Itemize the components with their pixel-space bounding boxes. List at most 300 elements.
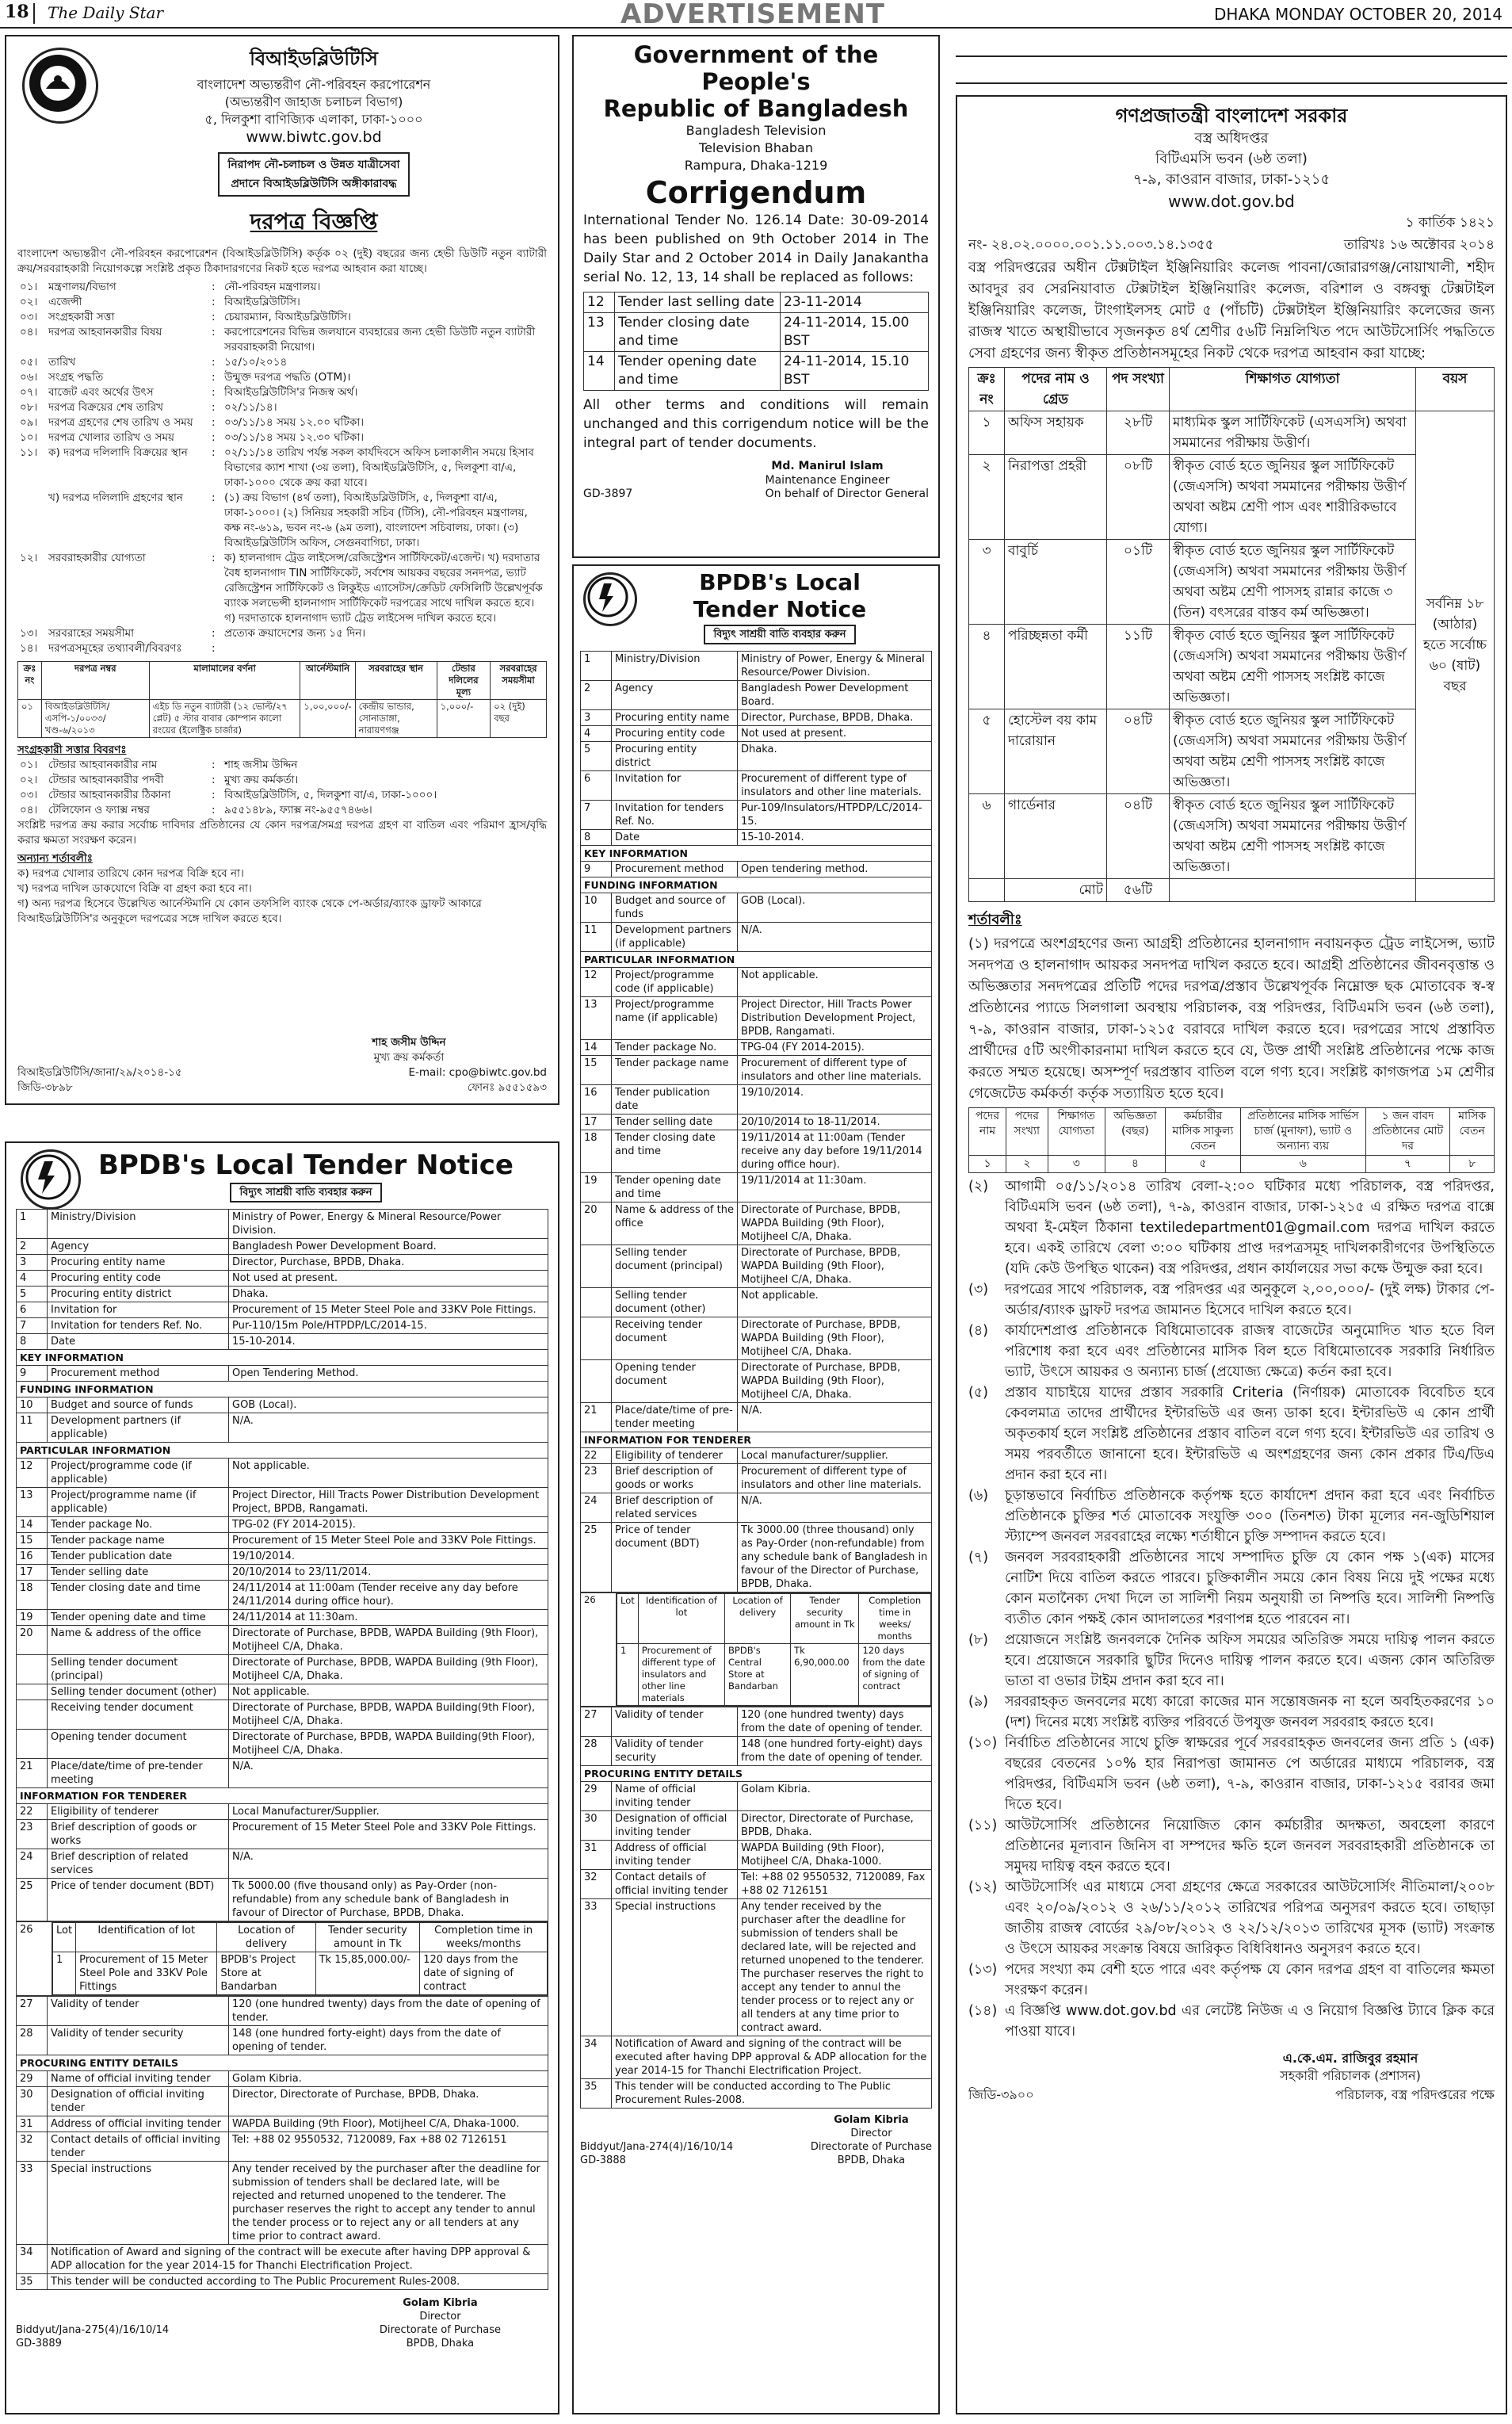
- row-value: শাহ জসীম উদ্দিন: [224, 759, 298, 771]
- table-cell: 120 days from the date of signing of contract: [859, 1644, 931, 1706]
- row-value: Not used at present.: [229, 1271, 548, 1287]
- post-name: গার্ডেনার: [1005, 794, 1107, 879]
- row-number: [581, 1245, 612, 1288]
- grid-header-cell: প্রতিষ্ঠানের মাসিক সার্ভিস চার্জ (মুনাফা), ভ্যাট ও অন্যান্য ব্যয়: [1241, 1108, 1366, 1156]
- table-row: [17, 1517, 548, 1533]
- row-value: WAPDA Building (9th Floor), Motijheel C/A, Dhaka-1000.: [738, 1841, 932, 1870]
- table-header-cell: Completion time in weeks/months: [420, 1923, 548, 1952]
- post-age: সর্বনিম্ন ১৮ (আঠার) হতে সর্বোচ্চ ৬০ (ষাট) বছর: [1416, 411, 1495, 879]
- row-number: 32: [581, 1870, 612, 1899]
- row-label: Tender opening date and time: [48, 1610, 229, 1626]
- table-row: [17, 1626, 548, 1655]
- rule-line: [956, 82, 1507, 84]
- row-colon: :: [212, 296, 216, 308]
- row-value: 15-10-2014.: [738, 830, 932, 846]
- row-label: Invitation for tenders Ref. No.: [48, 1318, 229, 1334]
- section-heading: KEY INFORMATION: [17, 1350, 548, 1366]
- row-label: Date: [48, 1334, 229, 1350]
- row-value: Any tender received by the purchaser after the deadline for submission of tenders shall be declared late, will be rejected and returned unopened to the tenderer. The purchaser reserves the right to accept any tender to annul the tender process or to reject any or all tenders at any time prior to contract award.: [229, 2162, 548, 2245]
- biwtc-org-sub: (অভ্যন্তরীণ জাহাজ চলাচল বিভাগ): [224, 94, 403, 109]
- table-row: [17, 415, 547, 430]
- row-number: [17, 1655, 48, 1684]
- table-row: [581, 1782, 932, 1811]
- grid-header-cell: অভিজ্ঞতা (বছর): [1105, 1108, 1165, 1156]
- corr-title: Corrigendum: [645, 175, 867, 210]
- row-value: 120 (one hundred twenty) days from the date of opening of tender.: [738, 1707, 932, 1737]
- table-row: [17, 1581, 548, 1610]
- bpdb-small-title-2: Tender Notice: [693, 596, 867, 622]
- row-label: Brief description of related services: [612, 1493, 738, 1523]
- row-label: Notification of Award and signing of the contract will be execute after having DPP approval & ADP allocation for the year 2014-15 for Thanchi Electrification Project.: [48, 2245, 548, 2274]
- row-label: দরপত্র বিক্রয়ের শেষ তারিখ: [48, 401, 164, 414]
- term-number: (১১): [968, 1818, 998, 1833]
- row-number: 19: [17, 1610, 48, 1626]
- row-label: Validity of tender security: [48, 2026, 229, 2055]
- row-value: Directorate of Purchase, BPDB, WAPDA Building(9th Floor), Motijheel C/A, Dhaka.: [229, 1700, 548, 1730]
- row-number: 27: [581, 1707, 612, 1737]
- row-label: Budget and source of funds: [48, 1397, 229, 1413]
- table-row: [581, 1245, 932, 1288]
- table-row: [969, 709, 1495, 794]
- table-row: [17, 1533, 548, 1549]
- table-header-cell: Tender security amount in Tk: [315, 1923, 420, 1952]
- row-number: 24: [17, 1849, 48, 1879]
- table-row: [17, 1366, 548, 1382]
- row-colon: :: [212, 627, 216, 640]
- row-label: তারিখ: [48, 356, 76, 369]
- row-value: Procurement of different type of insulators and other line materials.: [738, 1056, 932, 1085]
- table-row: [581, 1130, 932, 1173]
- row-value: 19/11/2014 at 11:00am (Tender receive any day before 19/11/2014 during office hour).: [738, 1130, 932, 1173]
- row-value: ৯৫৫১৪৮৯, ফ্যাক্স নং-৯৫৫৭৪৬৬।: [224, 804, 372, 816]
- row-label: Development partners (if applicable): [48, 1413, 229, 1443]
- table-row: [969, 794, 1495, 879]
- row-number: ১০।: [20, 431, 38, 444]
- table-row: [17, 773, 547, 788]
- table-row: [581, 893, 932, 923]
- row-label: Tender package No.: [612, 1040, 738, 1056]
- term-text: এ বিজ্ঞপ্তি www.dot.gov.bd এর লেটেষ্ট নিউজ এ ও নিয়োগ বিজ্ঞপ্তি ট্যাবে ক্লিক করে পাওয়া যাবে।: [1005, 2003, 1495, 2040]
- textile-terms: [968, 1176, 1495, 2042]
- row-value: Director, Directorate of Purchase, BPDB, Dhaka.: [738, 1811, 932, 1841]
- row-label: Place/date/time of pre-tender meeting: [612, 1403, 738, 1432]
- row-label: Project/programme name (if applicable): [612, 997, 738, 1040]
- post-number: ৬: [969, 794, 1005, 879]
- table-cell: 120 days from the date of signing of contract: [420, 1952, 548, 1995]
- section-row: [581, 846, 932, 862]
- table-row: [17, 2026, 548, 2055]
- table-row: [581, 771, 932, 801]
- table-header-cell: পদ সংখ্যা: [1107, 368, 1170, 411]
- textile-term-1: (১) দরপত্রে অংশগ্রহণের জন্য আগ্রহী প্রতিষ্ঠানের হালনাগাদ নবায়নকৃত ট্রেড লাইসেন্স, ভ্যাট সনদপত্র ও হালনাগাদ আয়কর সনদপত্র দাখিল করতে হবে। আগ্রহী প্রতিষ্ঠানের জীবনবৃত্তান্ত ও অভিজ্ঞতার সনদপত্রের প্রতিটি পদের দরপত্র/প্রস্তাব উল্লেখপূর্বক নিম্নোক্ত ছক মোতাবেক স্ব-স্ব প্রতিষ্ঠানের প্যাডে সিলগালা অবস্থায় পরিচালক, বস্ত্র পরিদপ্তর, বিটিএমসি ভবন (৬ষ্ঠ তলা), ৭-৯, কাওরান বাজার, ঢাকা-১২১৫ বরাবরে দাখিল করতে হবে। দরপত্রের সাথে প্রস্তাবিত প্রার্থীদের ৫টি অংগীকারনামা দাখিল করতে হবে যে, উক্ত প্রার্থী সংশ্লিষ্ট প্রতিষ্ঠানের পক্ষে কাজ করতে সম্মত হয়েছে। অসম্পূর্ণ দরপ্রস্তাব বাতিল বলে গণ্য হবে। সংশ্লিষ্ট কাগজপত্র ১ম শ্রেণীর গেজেটেড কর্মকর্তা কর্তৃক সত্যায়িত হতে হবে।: [968, 935, 1495, 1102]
- table-cell: Procurement of different type of insulators and other line materials: [638, 1644, 724, 1706]
- row-number: 15: [581, 1056, 612, 1085]
- term-number: (১০): [968, 1735, 998, 1751]
- row-value: Director, Purchase, BPDB, Dhaka.: [229, 1255, 548, 1271]
- row-label: Brief description of goods or works: [612, 1464, 738, 1493]
- total-blank: [969, 879, 1005, 902]
- row-colon: :: [212, 642, 216, 655]
- term-item: [968, 1176, 1495, 1279]
- section-row: [581, 1766, 932, 1782]
- row-label: Name of official inviting tender: [48, 2071, 229, 2087]
- table-header-cell: Location of delivery: [217, 1923, 315, 1952]
- row-number: 7: [17, 1318, 48, 1334]
- row-label: Selling tender document (other): [48, 1684, 229, 1700]
- table-header-cell: ক্রঃ নং: [18, 662, 42, 700]
- row-value: Local manufacturer/supplier.: [738, 1448, 932, 1464]
- textile-sign-title: সহকারী পরিচালক (প্রশাসন): [1280, 2068, 1421, 2083]
- row-number: 31: [17, 2116, 48, 2132]
- row-colon: :: [212, 431, 216, 444]
- biwtc-note: সংশ্লিষ্ট দরপত্র ক্রয় করার সর্বোচ্চ দাবিদার প্রতিষ্ঠানের যে কোন দরপত্র/সমগ্র দরপত্র গ্রহণ বা বাতিল এবং পরিমাণ হ্রাস/বৃদ্ধি করার ক্ষমতা সংরক্ষণ করেন।: [17, 819, 547, 847]
- row-label: Selling tender document (principal): [48, 1655, 229, 1684]
- list-item: ক) দরপত্র খোলার তারিখে কোন দরপত্র বিক্রি হবে না।: [17, 867, 244, 880]
- row-label: টেলিফোন ও ফ্যাক্স নম্বর: [48, 804, 150, 816]
- row-number: 3: [17, 1255, 48, 1271]
- table-header-cell: দরপত্র নম্বর: [41, 662, 149, 700]
- table-cell: 1: [617, 1644, 639, 1706]
- lot-section-number: 26: [581, 1593, 617, 1707]
- row-number: 30: [581, 1811, 612, 1841]
- row-number: 18: [17, 1581, 48, 1610]
- row-value: Golam Kibria.: [229, 2071, 548, 2087]
- row-value: বিআইডব্লিউটিসি'র নিজস্ব অর্থ।: [224, 386, 358, 399]
- row-number: [581, 1317, 612, 1360]
- post-number: ২: [969, 455, 1005, 540]
- biwtc-title: দরপত্র বিজ্ঞপ্তি: [250, 208, 378, 235]
- row-number: 29: [581, 1782, 612, 1811]
- row-value: Not applicable.: [738, 1288, 932, 1317]
- bpdb-large-sign-name: Golam Kibria: [403, 2297, 478, 2309]
- table-cell: ০২ (দুই) বছর: [491, 700, 547, 738]
- bpdb-large-sign-place: BPDB, Dhaka: [406, 2338, 475, 2349]
- table-row: [581, 1870, 932, 1899]
- table-header-row: [969, 368, 1495, 411]
- row-colon: :: [212, 416, 216, 429]
- row-number: 28: [17, 2026, 48, 2055]
- table-cell: 1: [53, 1952, 76, 1995]
- row-number: 15: [17, 1533, 48, 1549]
- row-value: Pur-110/15m Pole/HTPDP/LC/2014-15.: [229, 1318, 548, 1334]
- total-value: ৫৬টি: [1107, 879, 1170, 902]
- row-label: Project/programme name (if applicable): [48, 1488, 229, 1517]
- table-row: [17, 280, 547, 295]
- row-label: সংগ্রহকারী সত্তা: [48, 311, 115, 323]
- row-label: Tender publication date: [612, 1085, 738, 1115]
- table-row: [17, 355, 547, 370]
- table-row: [17, 788, 547, 803]
- bpdb-large-logo-icon: [21, 1149, 81, 1210]
- table-cell: Tk 6,90,000.00: [791, 1644, 859, 1706]
- biwtc-phone: ফোনঃ ৯৫৫১৫৯৩: [467, 1081, 547, 1094]
- textile-date-label: তারিখঃ: [1343, 237, 1385, 253]
- biwtc-details-table: [17, 280, 547, 656]
- row-label: Tender selling date: [612, 1115, 738, 1130]
- table-row: [17, 1565, 548, 1581]
- term-item: [968, 1547, 1495, 1630]
- table-row: [581, 1288, 932, 1317]
- biwtc-sign-title: মুখ্য ক্রয় কর্মকর্তা: [373, 1051, 445, 1064]
- row-value: উন্মুক্ত দরপত্র পদ্ধতি (OTM)।: [224, 371, 351, 384]
- row-number: 12: [17, 1459, 48, 1488]
- table-row: [581, 1707, 932, 1737]
- row-label: Date: [612, 830, 738, 846]
- row-label: বাজেট এবং অর্থের উৎস: [48, 386, 154, 399]
- dateline: DHAKA MONDAY OCTOBER 20, 2014: [1214, 5, 1502, 24]
- term-text: আউটসোর্সিং এর মাধ্যমে সেবা গ্রহণের ক্ষেত্রে সরকারের আউটসোর্সিং নীতিমালা/২০০৮ এবং ২০/০৯/২০১২ ও ২৬/১১/২০১২ তারিখের পরিপত্র অনুসরণ করতে হবে। তাছাড়া জাতীয় রাজস্ব বোর্ডের ২৯/০৮/২০১২ ও ২২/১২/২০১৩ তারিখের মূসক (ভ্যাট) সংক্রান্ত ও উৎসে আয়কর সংক্রান্ত বিষয়ে জারিকৃত বিধিবিধানও অনুসরণ করতে হবে।: [1005, 1879, 1495, 1957]
- table-row: [17, 2087, 548, 2116]
- row-number: 35: [17, 2274, 48, 2290]
- row-number: 35: [581, 2079, 612, 2109]
- table-row: [581, 681, 932, 710]
- section-heading: PROCURING ENTITY DETAILS: [17, 2055, 548, 2071]
- row-value: Bangladesh Power Development Board.: [229, 1239, 548, 1255]
- table-cell: BPDB's Project Store at Bandarban: [217, 1952, 315, 1995]
- row-number: 20: [581, 1202, 612, 1245]
- row-value: 148 (one hundred forty-eight) days from the date of opening of tender.: [229, 2026, 548, 2055]
- term-item: [968, 1485, 1495, 1547]
- row-number: 10: [581, 893, 612, 923]
- table-header-cell: Lot: [53, 1923, 76, 1952]
- row-label: Name of official inviting tender: [612, 1782, 738, 1811]
- row-number: [581, 1360, 612, 1403]
- grid-number-cell: ২: [1006, 1156, 1048, 1173]
- row-label: Receiving tender document: [612, 1317, 738, 1360]
- row-number: 1: [581, 652, 612, 681]
- row-number: 16: [17, 1549, 48, 1565]
- row-number: [581, 1288, 612, 1317]
- table-row: [17, 2071, 548, 2087]
- term-number: (৩): [968, 1282, 989, 1298]
- row-value: ক) হালনাগাদ ট্রেড লাইসেন্স/রেজিস্ট্রেশন সার্টিফিকেট/এজেন্ট। খ) দরদাতার বৈধ হালনাগাদ TIN সার্টিফিকেট, সর্বশেষ আয়কর বছরের সনদপত্র, ভ্যাট রেজিস্ট্রেশন সার্টিফিকেট ও লিকুইড এ্যাসেটস/ক্রেডিট ফেসিলিটি উল্লেখপূর্বক ব্যাংক সলভেন্সী হালনাগাদ সার্টিফিকেট দরপত্রের সাথে দাখিল করতে হবে। গ) দরদাতাকে হালনাগাদ ভ্যাট ট্রেড লাইসেন্স দাখিল করতে হবে।: [224, 552, 543, 625]
- table-cell: BPDB's Central Store at Bandarban: [725, 1644, 791, 1706]
- row-number: 29: [17, 2071, 48, 2087]
- grid-header-cell: কর্মচারীর মাসিক সাকুল্য বেতন: [1165, 1108, 1240, 1156]
- row-value: N/A.: [738, 1403, 932, 1432]
- table-row: [584, 313, 929, 352]
- grid-header-cell: মাসিক বেতন: [1450, 1108, 1495, 1156]
- biwtc-org: বিআইডব্লিউটিসি: [250, 48, 378, 70]
- row-label: Notification of Award and signing of the contract will be executed after having DPP approval & ADP allocation for the year 2014-15 for Thanchi Electrification Project.: [612, 2036, 932, 2079]
- textile-dept: বস্ত্র অধিদপ্তর: [1194, 130, 1269, 147]
- table-row: [17, 1210, 548, 1239]
- row-colon: :: [212, 491, 216, 504]
- table-row: [17, 1549, 548, 1565]
- row-number: ০৪।: [20, 326, 38, 338]
- post-number: ১: [969, 411, 1005, 455]
- row-label: Procurement method: [612, 862, 738, 877]
- row-label: This tender will be conducted according to The Public Procurement Rules-2008.: [48, 2274, 548, 2290]
- biwtc-items-table: [17, 661, 547, 738]
- table-row: [581, 2036, 932, 2079]
- bpdb-large-gd: GD-3889: [16, 2338, 62, 2349]
- row-value: 20/10/2014 to 23/11/2014.: [229, 1565, 548, 1581]
- term-item: [968, 2001, 1495, 2042]
- row-number: 14: [581, 1040, 612, 1056]
- grid-number-cell: ৬: [1241, 1156, 1366, 1173]
- row-value: [222, 641, 547, 656]
- row-label: Invitation for: [48, 1302, 229, 1318]
- row-label: টেন্ডার আহবানকারীর নাম: [48, 759, 158, 771]
- table-row: [17, 1804, 548, 1820]
- table-row: [581, 1464, 932, 1493]
- grid-number-cell: ৫: [1165, 1156, 1240, 1173]
- row-label: Procuring entity district: [48, 1287, 229, 1302]
- row-label: Budget and source of funds: [612, 893, 738, 923]
- textile-gov: গণপ্রজাতন্ত্রী বাংলাদেশ সরকার: [1115, 105, 1348, 127]
- row-number: 14: [584, 352, 615, 391]
- corr-org-2: Television Bhaban: [699, 140, 813, 155]
- table-row: [581, 1493, 932, 1523]
- row-number: ১২।: [20, 552, 38, 564]
- row-label: এজেন্সী: [48, 296, 82, 308]
- row-value: Director, Purchase, BPDB, Dhaka.: [738, 710, 932, 726]
- post-qualification: মাধ্যমিক স্কুল সার্টিফিকেট (এসএসসি) অথবা সমমানের পরীক্ষায় উত্তীর্ণ।: [1170, 411, 1416, 455]
- table-row: [581, 1360, 932, 1403]
- row-number: 9: [581, 862, 612, 877]
- corr-sign-title: Maintenance Engineer: [765, 474, 890, 487]
- section-row: [17, 1382, 548, 1397]
- table-cell: বিআইডব্লিউটিসি/এসপি-১/০০৩৩/খণ্ড-৬/২০১৩: [41, 700, 149, 738]
- row-value: Open tendering method.: [738, 862, 932, 877]
- post-count: ০৪টি: [1107, 709, 1170, 794]
- row-label: Tender last selling date: [615, 292, 781, 313]
- table-row: [17, 1459, 548, 1488]
- row-number: ০১।: [20, 759, 38, 771]
- table-row: [17, 1488, 548, 1517]
- row-number: 4: [581, 726, 612, 742]
- row-label: Contact details of official inviting tender: [612, 1870, 738, 1899]
- row-value: 19/11/2014 at 11:30am.: [738, 1173, 932, 1202]
- row-label: Selling tender document (principal): [612, 1245, 738, 1288]
- row-value: ১৫/১০/২০১৪: [224, 356, 288, 369]
- post-qualification: স্বীকৃত বোর্ড হতে জুনিয়র স্কুল সার্টিফিকেট (জেএসসি) অথবা সমমানের পরীক্ষায় উত্তীর্ণ অথবা অষ্টম শ্রেণী পাসসহ সংশ্লিষ্ট কাজে অভিজ্ঞতা।: [1170, 625, 1416, 709]
- textile-web: www.dot.gov.bd: [1168, 192, 1295, 211]
- table-row: [581, 1115, 932, 1130]
- row-number: ০২।: [20, 296, 38, 308]
- biwtc-ref: বিআইডব্লিউটিসি/জানা/২৯/২০১৪-১৫: [17, 1066, 182, 1079]
- row-value: TPG-04 (FY 2014-2015).: [738, 1040, 932, 1056]
- table-row: [969, 411, 1495, 455]
- table-row: [17, 2245, 548, 2274]
- row-value: চেয়ারম্যান, বিআইডব্লিউটিসি।: [224, 311, 351, 323]
- row-value: Dhaka.: [229, 1287, 548, 1302]
- term-text: চূড়ান্তভাবে নির্বাচিত প্রতিষ্ঠানকে কর্তৃপক্ষ হতে কার্যাদেশ প্রদান করা হবে এবং নির্বাচিত প্রতিষ্ঠানকে চুক্তির শর্ত মোতাবেক সংযুক্তি ৩০০ (তিনশত) টাকা মূল্যের নন-জুডিশিয়াল স্ট্যাম্পে জনবল সরবরাহের লক্ষ্যে শর্তাধীনে চুক্তি সম্পাদন করতে হবে।: [1005, 1488, 1495, 1545]
- term-number: (১৩): [968, 1962, 998, 1978]
- row-value: প্রত্যেক ক্রয়াদেশের জন্য ১৫ দিন।: [224, 627, 366, 640]
- table-header-cell: Completion time in weeks/ months: [859, 1594, 931, 1644]
- row-label: Opening tender document: [612, 1360, 738, 1403]
- table-row: [581, 968, 932, 997]
- biwtc-sign-name: শাহ জসীম উদ্দিন: [372, 1036, 446, 1049]
- row-number: [17, 1684, 48, 1700]
- post-count: ১১টি: [1107, 625, 1170, 709]
- term-text: সরবরাহকৃত জনবলের মধ্যে কারো কাজের মান সন্তোষজনক না হলে অবহিতকরণের ১০ (দশ) দিনের মধ্যে সংশ্লিষ্ট ব্যক্তির পরিবর্তে উপযুক্ত জনবল সরবরাহ করতে হবে।: [1005, 1694, 1495, 1730]
- row-number: 34: [581, 2036, 612, 2079]
- table-header-cell: ক্রঃ নং: [969, 368, 1005, 411]
- row-colon: :: [212, 356, 216, 369]
- post-number: ৪: [969, 625, 1005, 709]
- term-number: (৫): [968, 1385, 989, 1401]
- row-value: N/A.: [229, 1759, 548, 1788]
- row-number: 30: [17, 2087, 48, 2116]
- row-number: ১৩।: [20, 627, 38, 640]
- table-row: [17, 1239, 548, 1255]
- row-number: 34: [17, 2245, 48, 2274]
- table-row: [581, 710, 932, 726]
- row-number: 33: [17, 2162, 48, 2245]
- row-label: Development partners (if applicable): [612, 923, 738, 952]
- table-row: [969, 625, 1495, 709]
- row-colon: :: [212, 311, 216, 323]
- row-colon: :: [212, 774, 216, 786]
- table-cell: ১,০০০/-: [437, 700, 491, 738]
- row-number: 21: [17, 1759, 48, 1788]
- textile-intro: বস্ত্র পরিদপ্তরের অধীন টেক্সটাইল ইঞ্জিনিয়ারিং কলেজ পাবনা/জোরারগঞ্জ/নোয়াখালী, শহীদ আবদুর রব সেরনিয়াবাত টেক্সটাইল ইঞ্জিনিয়ারিং কলেজ, বরিশাল ও বঙ্গবন্ধু টেক্সটাইল ইঞ্জিনিয়ারিং কলেজ, টাংগাইলসহ মোট ৫ (পাঁচটি) টেক্সটাইল ইঞ্জিনিয়ারিং কলেজের জন্য রাজস্ব খাতে অস্থায়ীভাবে সৃজনকৃত ৪র্থ শ্রেণীর ৫৬টি নিম্নলিখিত পদে আউটসোর্সিং পদ্ধতিতে সেবা গ্রহণের জন্য স্বীকৃত প্রতিষ্ঠানসমূহের নিকট থেকে দরপত্র আহবান করা যাচ্ছে:: [968, 259, 1495, 361]
- table-row: [581, 1899, 932, 2036]
- bpdb-large-sign-title: Director: [419, 2311, 461, 2323]
- textile-gd: জিডি-৩৯০০: [968, 2087, 1034, 2102]
- table-row: [581, 1317, 932, 1360]
- table-row: [581, 1056, 932, 1085]
- row-label: Name & address of the office: [612, 1202, 738, 1245]
- table-row: [17, 1730, 548, 1759]
- bpdb-small-lot-table: [580, 1592, 932, 1707]
- table-row: [17, 400, 547, 415]
- row-value: 24/11/2014 at 11:30am.: [229, 1610, 548, 1626]
- table-row: [581, 997, 932, 1040]
- post-qualification: স্বীকৃত বোর্ড হতে জুনিয়র স্কুল সার্টিফিকেট (জেএসসি) অথবা সমমানের পরীক্ষায় উত্তীর্ণ অথবা অষ্টম শ্রেণী পাসসহ সংশ্লিষ্ট কাজে অভিজ্ঞতা।: [1170, 794, 1416, 879]
- textile-terms-title: শর্তাবলীঃ: [968, 912, 1022, 928]
- row-label: Procuring entity district: [612, 742, 738, 771]
- corr-body: International Tender No. 126.14 Date: 30-09-2014 has been published on 9th October 2014 in The Daily Star and 2 October 2014 in Daily Janakantha serial No. 12, 13, 14 shall be replaced as follows:: [583, 212, 929, 285]
- row-value: GOB (Local).: [738, 893, 932, 923]
- term-number: (১৪): [968, 2003, 998, 2019]
- row-value: Tk 3000.00 (three thousand) only as Pay-Order (non-refundable) from any schedule bank of Bangladesh in favour of the Director of Purchase, BPDB, Dhaka.: [738, 1523, 932, 1592]
- table-row: [17, 1655, 548, 1684]
- row-label: Ministry/Division: [612, 652, 738, 681]
- row-label: দরপত্রসমূহের তথ্যাবলী/বিবরণঃ: [48, 642, 182, 655]
- table-row: [17, 385, 547, 400]
- row-value: Tel: +88 02 9550532, 7120089, Fax +88 02 7126151: [229, 2132, 548, 2162]
- row-number: 2: [581, 681, 612, 710]
- row-label: Invitation for tenders Ref. No.: [612, 801, 738, 830]
- row-value: Not applicable.: [229, 1684, 548, 1700]
- table-row: [17, 2274, 548, 2290]
- table-row: [17, 1302, 548, 1318]
- row-label: সংগ্রহ পদ্ধতি: [48, 371, 104, 384]
- table-row: [17, 1820, 548, 1849]
- table-row: [17, 551, 547, 626]
- row-value: Directorate of Purchase, BPDB, WAPDA Building (9th Floor), Motijheel C/A, Dhaka.: [738, 1317, 932, 1360]
- row-value: 148 (one hundred forty-eight) days from the date of opening of tender.: [738, 1737, 932, 1766]
- row-value: বিআইডব্লিউটিসি, ৫, দিলকুশা বা/এ, ঢাকা-১০০০।: [224, 789, 437, 801]
- row-value: Ministry of Power, Energy & Mineral Resource/Power Division.: [229, 1210, 548, 1239]
- bpdb-small-sign-dir: Directorate of Purchase: [810, 2141, 932, 2153]
- textile-sign-for: পরিচালক, বস্ত্র পরিদপ্তরের পক্ষে: [1335, 2087, 1495, 2102]
- row-value: Directorate of Purchase, BPDB, WAPDA Building (9th Floor), Motijheel C/A, Dhaka.: [738, 1202, 932, 1245]
- row-colon: :: [212, 281, 216, 293]
- table-row: [17, 758, 547, 773]
- biwtc-contact-table: [17, 758, 547, 818]
- row-number: 20: [17, 1626, 48, 1655]
- row-label: Special instructions: [612, 1899, 738, 2036]
- row-label: দরপত্র খোলার তারিখ ও সময়: [48, 431, 174, 444]
- table-row: [17, 1255, 548, 1271]
- row-value: Project Director, Hill Tracts Power Distribution Development Project, BPDB, Rangamati.: [229, 1488, 548, 1517]
- row-number: 6: [581, 771, 612, 801]
